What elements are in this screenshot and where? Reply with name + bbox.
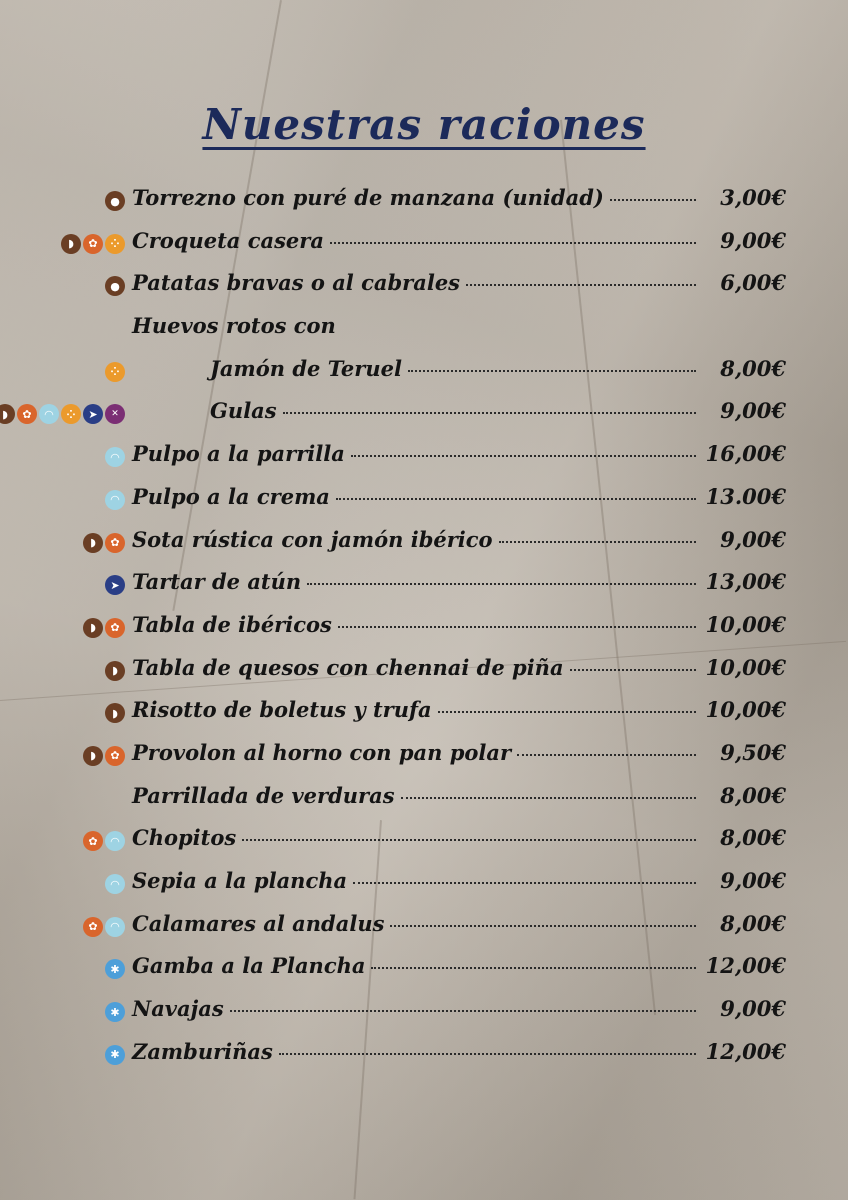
menu-item <box>0 996 848 1039</box>
menu-item-price: 12,00€ <box>705 953 786 979</box>
menu-item-name <box>132 527 696 552</box>
menu-item-name <box>132 484 696 509</box>
dot-leader <box>307 579 696 585</box>
milk-jug-icon: ◗ <box>0 404 15 424</box>
egg-icon: ● <box>105 276 125 296</box>
dot-leader <box>330 238 696 244</box>
menu-item-label: Zamburiñas <box>132 1038 273 1064</box>
allergen-icons <box>105 446 125 468</box>
dot-leader <box>610 195 696 201</box>
menu-item-label: Jamón de Teruel <box>210 355 402 381</box>
menu-item-label: Sepia a la plancha <box>132 868 348 893</box>
menu-item-price: 9,00€ <box>720 996 786 1022</box>
shell-icon: ◠ <box>39 404 59 424</box>
menu-item-label: Calamares al andalus <box>132 910 385 936</box>
dot-leader <box>242 835 696 841</box>
milk-jug-icon: ◗ <box>61 234 81 254</box>
allergen-icons <box>105 190 125 212</box>
menu-item <box>0 953 848 996</box>
menu-item <box>0 398 848 441</box>
allergen-icons <box>105 574 125 596</box>
eggs-icon: ⁘ <box>105 362 125 382</box>
crab-icon: ✱ <box>105 1045 125 1065</box>
menu-item-label: Tabla de ibéricos <box>132 611 332 637</box>
menu-item-price: 8,00€ <box>720 910 786 936</box>
menu-item-label: Pulpo a la parrilla <box>132 441 345 467</box>
wheat-icon: ✿ <box>83 234 103 254</box>
menu-item <box>0 569 848 612</box>
menu-item-label: Croqueta casera <box>132 227 324 253</box>
dot-leader <box>517 750 696 756</box>
menu-item-label: Torrezno con puré de manzana (unidad) <box>132 185 604 210</box>
menu-item-name <box>210 398 696 423</box>
menu-item-price: 12,00€ <box>705 1038 786 1064</box>
menu-item <box>0 484 848 527</box>
menu-item-name <box>210 356 696 381</box>
dot-leader <box>438 707 696 713</box>
allergen-icons <box>83 916 125 938</box>
menu-item <box>0 612 848 655</box>
menu-item <box>0 740 848 783</box>
wheat-icon: ✿ <box>83 831 103 851</box>
allergen-icons <box>83 830 125 852</box>
shell-icon: ◠ <box>105 874 125 894</box>
milk-jug-icon: ◗ <box>105 661 125 681</box>
menu-item <box>0 527 848 570</box>
menu-item-name <box>132 612 696 637</box>
menu-item-name <box>132 783 696 808</box>
dot-leader <box>401 793 696 799</box>
menu-item-price: 8,00€ <box>720 782 786 808</box>
menu-item-label: Parrillada de verduras <box>132 782 395 808</box>
menu-item-name <box>132 441 696 466</box>
menu-item <box>0 356 848 399</box>
menu-item-price: 9,00€ <box>720 526 786 552</box>
menu-item <box>0 1039 848 1082</box>
wheat-icon: ✿ <box>105 618 125 638</box>
menu-item-price: 16,00€ <box>705 441 786 467</box>
menu-item-name <box>132 185 696 210</box>
dot-leader <box>230 1006 696 1012</box>
eggs-icon: ⁘ <box>61 404 81 424</box>
fish-icon: ➤ <box>105 575 125 595</box>
menu-item-label: Huevos rotos con <box>132 313 336 339</box>
menu-item-name <box>132 911 696 936</box>
allergen-icons <box>105 275 125 297</box>
menu-item-price: 9,50€ <box>720 739 786 765</box>
menu-item <box>0 911 848 954</box>
menu-item-label: Tartar de atún <box>132 569 302 595</box>
menu-item-name <box>132 655 696 680</box>
menu-item-label: Pulpo a la crema <box>132 483 330 509</box>
allergen-icons <box>0 403 125 425</box>
menu-item <box>0 868 848 911</box>
wheat-icon: ✿ <box>105 533 125 553</box>
menu-item-label: Gulas <box>210 398 277 424</box>
menu-item-name <box>132 953 696 978</box>
menu-item-label: Gamba a la Plancha <box>132 953 366 979</box>
milk-jug-icon: ◗ <box>105 703 125 723</box>
dot-leader <box>390 921 696 927</box>
menu-item-name <box>132 1039 696 1064</box>
dot-leader <box>338 622 696 628</box>
shell-icon: ◠ <box>105 490 125 510</box>
menu-item-price: 6,00€ <box>720 270 786 296</box>
allergen-icons <box>105 660 125 682</box>
crab-icon: ✱ <box>105 1002 125 1022</box>
milk-jug-icon: ◗ <box>83 533 103 553</box>
dot-leader <box>353 878 696 884</box>
dot-leader <box>279 1049 696 1055</box>
allergen-icons <box>105 873 125 895</box>
menu-item <box>0 655 848 698</box>
menu-item-price: 10,00€ <box>705 611 786 637</box>
menu-item <box>0 185 848 228</box>
allergen-icons <box>83 617 125 639</box>
menu-item-price: 9,00€ <box>720 227 786 253</box>
menu-item-label: Risotto de boletus y trufa <box>132 697 432 723</box>
menu-item <box>0 783 848 826</box>
milk-jug-icon: ◗ <box>83 618 103 638</box>
dot-leader <box>499 537 696 543</box>
menu-item-name <box>132 313 696 338</box>
menu-item <box>0 825 848 868</box>
menu-item-name <box>132 825 696 850</box>
menu-item-price: 3,00€ <box>720 185 786 210</box>
dot-leader <box>336 494 696 500</box>
menu-item-price: 9,00€ <box>720 868 786 893</box>
dot-leader <box>408 366 696 372</box>
dot-leader <box>570 665 696 671</box>
dot-leader <box>466 280 696 286</box>
allergen-icons <box>105 702 125 724</box>
menu-item-label: Provolon al horno con pan polar <box>132 739 512 765</box>
allergen-icons <box>105 1001 125 1023</box>
menu-item <box>0 313 848 356</box>
wheat-icon: ✿ <box>83 917 103 937</box>
menu-item <box>0 697 848 740</box>
menu-item-price: 13.00€ <box>705 483 786 509</box>
egg-icon: ● <box>105 191 125 211</box>
menu-item-label: Navajas <box>132 996 224 1022</box>
menu-item-price: 10,00€ <box>705 697 786 723</box>
menu-list <box>0 185 848 1081</box>
menu-item-name <box>132 270 696 295</box>
soy-icon: ✕ <box>105 404 125 424</box>
allergen-icons <box>105 958 125 980</box>
milk-jug-icon: ◗ <box>83 746 103 766</box>
menu-item-name <box>132 996 696 1021</box>
menu-item-name <box>132 697 696 722</box>
menu-item <box>0 441 848 484</box>
menu-item-label: Chopitos <box>132 825 237 851</box>
dot-leader <box>371 963 696 969</box>
fish-icon: ➤ <box>83 404 103 424</box>
menu-item-label: Sota rústica con jamón ibérico <box>132 526 493 552</box>
menu-item-name <box>132 740 696 765</box>
shell-icon: ◠ <box>105 917 125 937</box>
menu-item <box>0 228 848 271</box>
menu-item <box>0 270 848 313</box>
menu-item-price: 8,00€ <box>720 825 786 851</box>
crab-icon: ✱ <box>105 959 125 979</box>
shell-icon: ◠ <box>105 831 125 851</box>
menu-item-name <box>132 569 696 594</box>
allergen-icons <box>105 1044 125 1066</box>
allergen-icons <box>83 532 125 554</box>
allergen-icons <box>61 233 125 255</box>
allergen-icons <box>105 489 125 511</box>
wheat-icon: ✿ <box>105 746 125 766</box>
menu-item-label: Patatas bravas o al cabrales <box>132 270 461 296</box>
menu-item-label: Tabla de quesos con chennai de piña <box>132 654 564 680</box>
menu-item-price: 10,00€ <box>705 654 786 680</box>
menu-item-price: 13,00€ <box>705 569 786 595</box>
menu-item-name <box>132 868 696 893</box>
dot-leader <box>351 451 696 457</box>
shell-icon: ◠ <box>105 447 125 467</box>
menu-item-name <box>132 228 696 253</box>
menu-item-price: 9,00€ <box>720 398 786 424</box>
allergen-icons <box>105 361 125 383</box>
page-title: Nuestras raciones <box>202 100 646 150</box>
wheat-icon: ✿ <box>17 404 37 424</box>
eggs-icon: ⁘ <box>105 234 125 254</box>
dot-leader <box>283 408 696 414</box>
menu-item-price: 8,00€ <box>720 355 786 381</box>
allergen-icons <box>83 745 125 767</box>
